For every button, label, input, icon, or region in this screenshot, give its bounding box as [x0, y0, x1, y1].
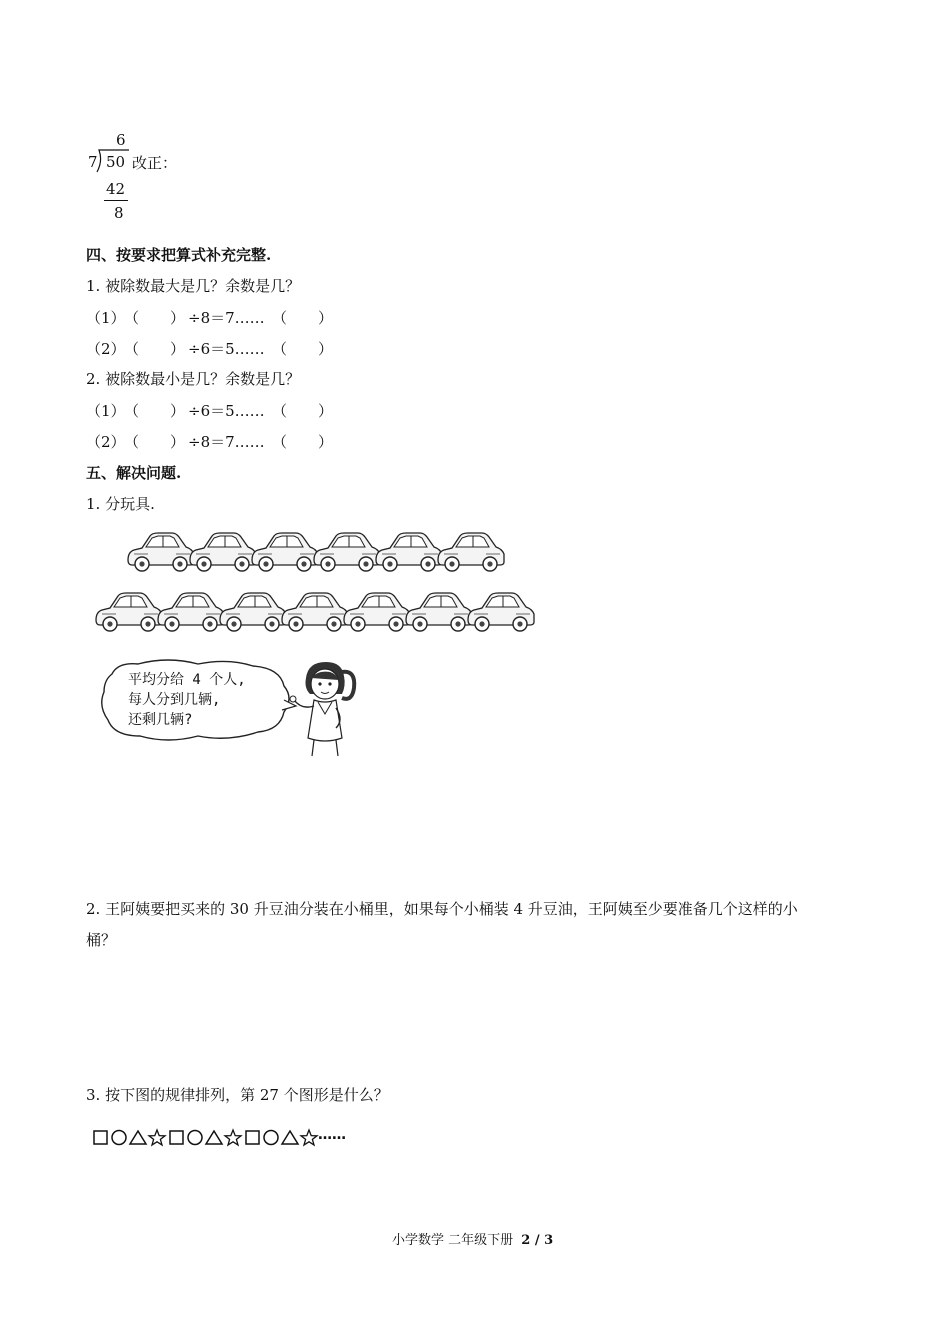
star-icon — [225, 1130, 241, 1145]
toy-car-icon — [128, 533, 194, 571]
section5-q1-prompt: 1. 分玩具. — [86, 495, 155, 513]
section5-q2-line1: 2. 王阿姨要把买来的 30 升豆油分装在小桶里，如果每个小桶装 4 升豆油，王阿姨至少要准备几个这样的小 — [86, 900, 798, 918]
toy-car-icon — [406, 593, 472, 631]
page-footer — [392, 1229, 553, 1248]
toy-car-icon — [282, 593, 348, 631]
toy-car-icon — [190, 533, 256, 571]
star-icon — [149, 1130, 165, 1145]
long-division — [86, 128, 176, 223]
toy-car-icon — [220, 593, 286, 631]
car-row-1 — [128, 533, 504, 571]
toy-car-icon — [314, 533, 380, 571]
fill-row: （1） （ ） ÷6＝5…… （ ） — [86, 402, 334, 420]
section5-q2-line2: 桶？ — [86, 931, 117, 949]
subtraction-line — [104, 200, 128, 201]
toy-car-icon — [438, 533, 504, 571]
toy-car-icon — [376, 533, 442, 571]
product: 42 — [106, 180, 126, 198]
triangle-icon — [130, 1131, 146, 1144]
quotient: 6 — [116, 131, 126, 149]
sequence-ellipsis: …… — [318, 1127, 346, 1143]
fill-row: （2） （ ） ÷6＝5…… （ ） — [86, 340, 334, 358]
circle-icon — [264, 1131, 278, 1145]
toy-car-icon — [344, 593, 410, 631]
triangle-icon — [282, 1131, 298, 1144]
toy-cars-illustration — [90, 526, 540, 638]
toy-car-icon — [158, 593, 224, 631]
star-icon — [301, 1130, 317, 1145]
circle-icon — [188, 1131, 202, 1145]
divisor: 7 — [88, 153, 98, 171]
page-number: 2 / 3 — [521, 1233, 554, 1248]
section4-q2-prompt: 2. 被除数最小是几？余数是几？ — [86, 370, 301, 388]
toy-car-icon — [252, 533, 318, 571]
remainder: 8 — [114, 204, 124, 222]
footer-text: 小学数学 二年级下册 — [392, 1233, 514, 1248]
triangle-icon — [206, 1131, 222, 1144]
square-icon — [170, 1131, 183, 1144]
speech-text: 平均分给 4 个人, 每人分到几辆, 还剩几辆? — [128, 672, 246, 728]
car-row-2 — [96, 593, 534, 631]
square-icon — [94, 1131, 107, 1144]
section4-heading: 四、按要求把算式补充完整. — [86, 246, 272, 264]
correction-label: 改正： — [132, 154, 178, 172]
girl-illustration — [284, 658, 364, 758]
dividend: 50 — [106, 153, 126, 171]
fill-row: （2） （ ） ÷8＝7…… （ ） — [86, 433, 334, 451]
circle-icon — [112, 1131, 126, 1145]
fill-row: （1） （ ） ÷8＝7…… （ ） — [86, 309, 334, 327]
section5-q3-prompt: 3. 按下图的规律排列，第 27 个图形是什么？ — [86, 1086, 389, 1104]
section4-q1-prompt: 1. 被除数最大是几？余数是几？ — [86, 277, 301, 295]
square-icon — [246, 1131, 259, 1144]
section5-heading: 五、解决问题. — [86, 464, 182, 482]
toy-car-icon — [96, 593, 162, 631]
toy-car-icon — [468, 593, 534, 631]
